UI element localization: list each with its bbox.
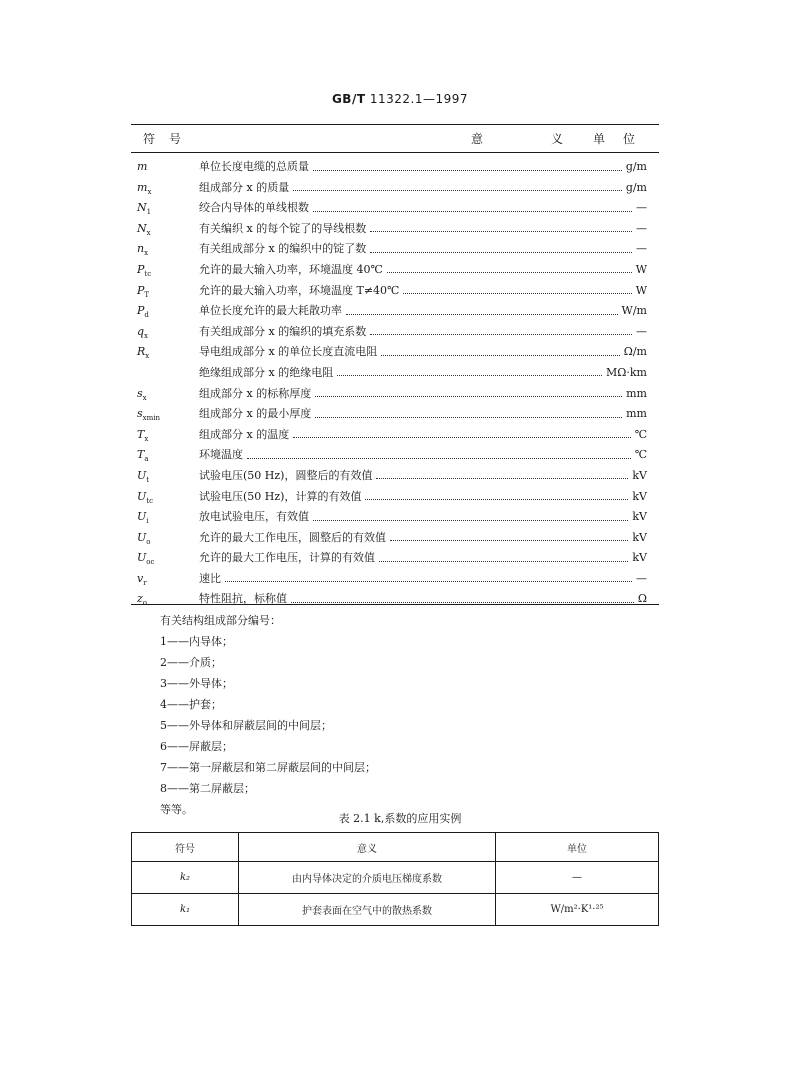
col-meaning-1: 意 xyxy=(471,132,484,146)
note-line: 有关结构组成部分编号： xyxy=(160,614,281,627)
table-row xyxy=(131,404,659,425)
t21-cell-unit: W/m²·K¹·²⁵ xyxy=(496,894,659,926)
table-row xyxy=(131,342,659,363)
meaning-text: 绞合内导体的单线根数 xyxy=(199,201,309,215)
symbol-subscript: xmin xyxy=(142,414,160,423)
leader-dots xyxy=(313,170,622,171)
symbol-subscript: x xyxy=(144,331,148,340)
table-row xyxy=(131,548,659,569)
symbol-subscript: tc xyxy=(144,270,152,279)
t21-col-symbol: 符号 xyxy=(132,833,239,862)
table-row xyxy=(131,363,659,384)
t21-cell-symbol: k₁ xyxy=(132,894,239,926)
symbol-letter: m xyxy=(137,160,148,173)
table-bottom-rule xyxy=(131,604,659,605)
symbol-letter: m xyxy=(137,180,148,194)
meaning xyxy=(199,507,647,527)
symbol-letter: P xyxy=(137,283,145,297)
symbol-subscript: x xyxy=(145,352,150,361)
symbol-subscript: tc xyxy=(146,496,154,505)
leader-dots xyxy=(370,252,632,253)
leader-dots xyxy=(403,293,631,294)
meaning-text: 试验电压(50 Hz)，计算的有效值 xyxy=(199,489,362,503)
symbol-subscript: a xyxy=(144,455,149,464)
table-row xyxy=(131,239,659,260)
note-line: 4——护套； xyxy=(160,698,222,711)
table-row xyxy=(131,384,659,405)
unit: kV xyxy=(632,551,647,565)
leader-dots xyxy=(370,334,632,335)
col-symbol: 符号 xyxy=(143,132,196,146)
leader-dots xyxy=(365,499,628,500)
symbol-subscript: x xyxy=(144,249,149,258)
leader-dots xyxy=(293,437,630,438)
meaning-text: 允许的最大工作电压，圆整后的有效值 xyxy=(199,530,386,544)
leader-dots xyxy=(247,458,631,459)
unit: Ω/m xyxy=(623,345,647,359)
meaning xyxy=(199,404,647,424)
symbol-letter: T xyxy=(137,448,145,462)
meaning-text: 组成部分 x 的温度 xyxy=(199,427,290,441)
meaning xyxy=(199,569,647,589)
unit: — xyxy=(636,324,647,338)
leader-dots xyxy=(337,375,602,376)
symbol-table-header xyxy=(131,130,659,150)
leader-dots xyxy=(370,231,632,232)
unit: Ω xyxy=(637,592,647,606)
table-row xyxy=(131,466,659,487)
meaning xyxy=(199,342,647,362)
symbol-subscript: t xyxy=(146,476,150,485)
unit: — xyxy=(636,242,647,256)
symbol-letter: T xyxy=(137,427,145,441)
meaning-text: 特性阻抗，标称值 xyxy=(199,592,287,606)
symbol-subscript: r xyxy=(143,579,147,588)
table-row xyxy=(131,219,659,240)
unit: W xyxy=(635,262,647,276)
unit: — xyxy=(636,571,647,585)
note-line: 5——外导体和屏蔽层间的中间层； xyxy=(160,719,332,732)
meaning-text: 组成部分 x 的质量 xyxy=(199,180,290,194)
t21-col-meaning: 意义 xyxy=(239,833,496,862)
meaning xyxy=(199,363,647,383)
leader-dots xyxy=(346,314,618,315)
meaning-text: 环境温度 xyxy=(199,448,243,462)
leader-dots xyxy=(387,272,632,273)
leader-dots xyxy=(225,581,632,582)
standard-code: GB/T xyxy=(331,92,366,106)
unit: kV xyxy=(632,510,647,524)
note-line: 2——介质； xyxy=(160,656,222,669)
symbol-subscript: x xyxy=(147,187,152,196)
table-row xyxy=(131,425,659,446)
meaning xyxy=(199,219,647,239)
symbol-letter: q xyxy=(137,324,145,338)
meaning xyxy=(199,198,647,218)
meaning xyxy=(199,445,647,465)
symbol-subscript: i xyxy=(146,517,149,526)
table-2-1-header-row xyxy=(132,833,659,862)
symbol-letter: n xyxy=(137,242,145,256)
meaning-text: 试验电压(50 Hz)，圆整后的有效值 xyxy=(199,468,373,482)
meaning-text: 放电试验电压，有效值 xyxy=(199,510,309,524)
table-row xyxy=(131,445,659,466)
meaning xyxy=(199,548,647,568)
t21-cell-symbol: k₂ xyxy=(132,862,239,894)
unit: ℃ xyxy=(634,448,647,462)
meaning xyxy=(199,384,647,404)
unit: ℃ xyxy=(634,427,647,441)
t21-cell-meaning: 护套表面在空气中的散热系数 xyxy=(239,894,496,926)
unit: g/m xyxy=(625,160,647,173)
symbol-letter: s xyxy=(137,386,143,400)
table-top-rule xyxy=(131,124,659,125)
symbol-letter: U xyxy=(137,489,147,503)
meaning xyxy=(199,239,647,259)
symbol-subscript: d xyxy=(144,311,149,320)
symbol-letter: R xyxy=(137,345,146,359)
leader-dots xyxy=(390,540,628,541)
symbol-letter: s xyxy=(137,407,143,421)
component-numbering-notes xyxy=(160,610,376,820)
unit: g/m xyxy=(625,180,647,194)
table-row xyxy=(131,301,659,322)
symbol-subscript: oc xyxy=(146,558,155,567)
unit: W xyxy=(635,283,647,297)
symbol-letter: N xyxy=(137,201,147,215)
standard-number: 11322.1—1997 xyxy=(369,92,469,106)
meaning-text: 单位长度允许的最大耗散功率 xyxy=(199,304,342,318)
leader-dots xyxy=(313,520,628,521)
table-row xyxy=(131,589,659,610)
t21-cell-unit: — xyxy=(496,862,659,894)
note-line: 等等。 xyxy=(160,803,193,816)
table-2-1 xyxy=(131,832,659,926)
table-row xyxy=(131,528,659,549)
symbol-subscript: T xyxy=(144,290,150,299)
col-unit: 单位 xyxy=(592,132,653,146)
meaning xyxy=(199,322,647,342)
table-row xyxy=(131,569,659,590)
meaning-text: 允许的最大工作电压，计算的有效值 xyxy=(199,551,375,565)
symbol-letter: z xyxy=(137,592,143,606)
table-row xyxy=(131,157,659,178)
unit: — xyxy=(636,201,647,215)
leader-dots xyxy=(315,396,622,397)
meaning-text: 允许的最大输入功率，环境温度 40℃ xyxy=(199,262,383,276)
meaning-text: 有关组成部分 x 的编织中的锭了数 xyxy=(199,242,367,256)
meaning-text: 速比 xyxy=(199,571,221,585)
meaning xyxy=(199,301,647,321)
symbol-subscript: x xyxy=(144,434,149,443)
meaning-text: 导电组成部分 x 的单位长度直流电阻 xyxy=(199,345,378,359)
meaning xyxy=(199,589,647,609)
t21-col-unit: 单位 xyxy=(496,833,659,862)
meaning-text: 绝缘组成部分 x 的绝缘电阻 xyxy=(199,365,334,379)
meaning-text: 有关组成部分 x 的编织的填充系数 xyxy=(199,324,367,338)
meaning xyxy=(199,157,647,177)
note-line: 7——第一屏蔽层和第二屏蔽层间的中间层； xyxy=(160,761,376,774)
leader-dots xyxy=(293,190,622,191)
symbol-subscript: o xyxy=(146,537,151,546)
note-line: 8——第二屏蔽层； xyxy=(160,782,255,795)
symbol-letter: P xyxy=(137,304,145,318)
symbol-letter: v xyxy=(137,571,144,585)
unit: kV xyxy=(632,530,647,544)
meaning xyxy=(199,260,647,280)
table-row xyxy=(131,487,659,508)
meaning-text: 有关编织 x 的每个锭了的导线根数 xyxy=(199,221,367,235)
table-row xyxy=(131,198,659,219)
symbol-letter: U xyxy=(137,510,147,524)
table-row xyxy=(131,260,659,281)
leader-dots xyxy=(379,561,628,562)
leader-dots xyxy=(315,417,622,418)
table-2-1-caption: 表 2.1 k,系数的应用实例 xyxy=(338,812,462,825)
leader-dots xyxy=(313,211,632,212)
t21-cell-meaning: 由内导体决定的介质电压梯度系数 xyxy=(239,862,496,894)
meaning xyxy=(199,487,647,507)
unit: — xyxy=(636,221,647,235)
note-line: 6——屏蔽层； xyxy=(160,740,233,753)
meaning-text: 允许的最大输入功率，环境温度 T≠40℃ xyxy=(199,283,400,297)
symbol-letter: U xyxy=(137,551,147,565)
col-meaning-2: 义 xyxy=(551,132,564,146)
leader-dots xyxy=(291,602,634,603)
meaning xyxy=(199,281,647,301)
unit: kV xyxy=(632,489,647,503)
unit: kV xyxy=(632,468,647,482)
table-header-rule xyxy=(131,152,659,153)
table-row xyxy=(131,281,659,302)
symbol-letter: U xyxy=(137,468,147,482)
symbol-letter: U xyxy=(137,530,147,544)
unit: mm xyxy=(626,386,647,400)
meaning xyxy=(199,425,647,445)
page-header xyxy=(0,92,800,106)
unit: W/m xyxy=(621,304,647,318)
symbol xyxy=(137,589,147,613)
meaning-text: 组成部分 x 的最小厚度 xyxy=(199,407,312,421)
table-row xyxy=(131,507,659,528)
meaning xyxy=(199,466,647,486)
unit: MΩ·km xyxy=(606,365,647,379)
note-line: 3——外导体； xyxy=(160,677,233,690)
meaning-text: 单位长度电缆的总质量 xyxy=(199,160,309,173)
symbol-subscript: o xyxy=(142,599,148,608)
table-row xyxy=(131,322,659,343)
symbol-table-body xyxy=(131,157,659,610)
symbol-subscript: x xyxy=(146,228,151,237)
symbol-subscript: x xyxy=(142,393,147,402)
table-row xyxy=(132,894,659,926)
table-row xyxy=(132,862,659,894)
meaning-text: 组成部分 x 的标称厚度 xyxy=(199,386,312,400)
symbol-letter: P xyxy=(137,262,145,276)
symbol-letter: N xyxy=(137,221,147,235)
leader-dots xyxy=(376,478,628,479)
table-row xyxy=(131,178,659,199)
unit: mm xyxy=(626,407,647,421)
meaning xyxy=(199,528,647,548)
symbol-subscript: 1 xyxy=(146,208,152,217)
leader-dots xyxy=(381,355,620,356)
meaning xyxy=(199,178,647,198)
note-line: 1——内导体； xyxy=(160,635,233,648)
